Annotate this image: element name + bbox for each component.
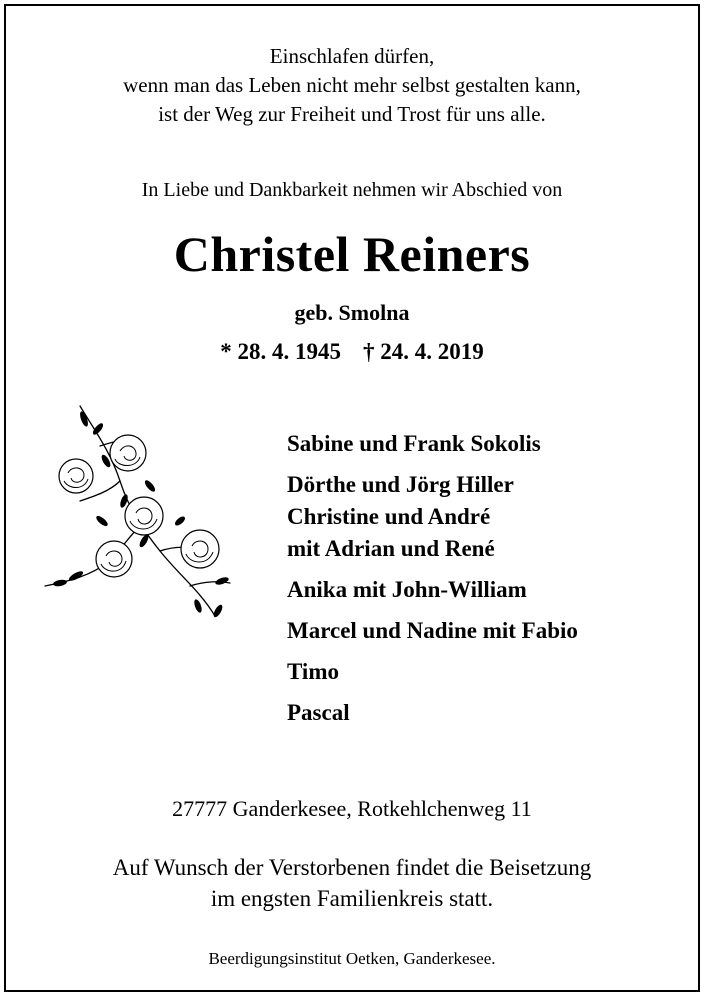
- mourner-line: mit Adrian und René: [287, 536, 495, 561]
- mourner-line: Christine und André: [287, 504, 491, 529]
- mourner-group: [287, 469, 697, 565]
- mourner-group: [287, 697, 697, 729]
- mourner-line: Pascal: [287, 700, 350, 725]
- burial-note-line: im engsten Familienkreis statt.: [210, 886, 494, 911]
- mourner-group: [287, 615, 697, 647]
- funeral-home: Beerdigungsinstitut Oetken, Ganderkesee.: [208, 949, 496, 968]
- address: 27777 Ganderkesee, Rotkehlchenweg 11: [172, 796, 532, 821]
- obituary-frame: [4, 4, 700, 992]
- intro-text: In Liebe und Dankbarkeit nehmen wir Abschied von: [141, 179, 563, 201]
- mourner-line: Anika mit John-William: [287, 577, 527, 602]
- rose-branch-illustration: [40, 401, 240, 631]
- mourners-list: [287, 428, 697, 738]
- mourner-line: Marcel und Nadine mit Fabio: [287, 618, 578, 643]
- birth-name: geb. Smolna: [294, 300, 410, 325]
- mourner-line: Timo: [287, 659, 339, 684]
- poem-line: ist der Weg zur Freiheit und Trost für uns alle.: [158, 102, 546, 126]
- mourner-group: [287, 574, 697, 606]
- deceased-name: Christel Reiners: [173, 226, 531, 282]
- mourner-group: [287, 428, 697, 460]
- death-date: † 24. 4. 2019: [363, 339, 484, 364]
- mourner-line: Sabine und Frank Sokolis: [287, 431, 541, 456]
- birth-date: * 28. 4. 1945: [220, 339, 341, 364]
- life-dates: [6, 336, 698, 368]
- mourner-line: Dörthe und Jörg Hiller: [287, 472, 514, 497]
- poem: [6, 42, 698, 129]
- burial-note-line: Auf Wunsch der Verstorbenen findet die Beisetzung: [112, 855, 592, 880]
- mourner-group: [287, 656, 697, 688]
- poem-line: Einschlafen dürfen,: [269, 44, 435, 68]
- burial-note: [6, 852, 698, 914]
- poem-line: wenn man das Leben nicht mehr selbst gestalten kann,: [123, 73, 581, 97]
